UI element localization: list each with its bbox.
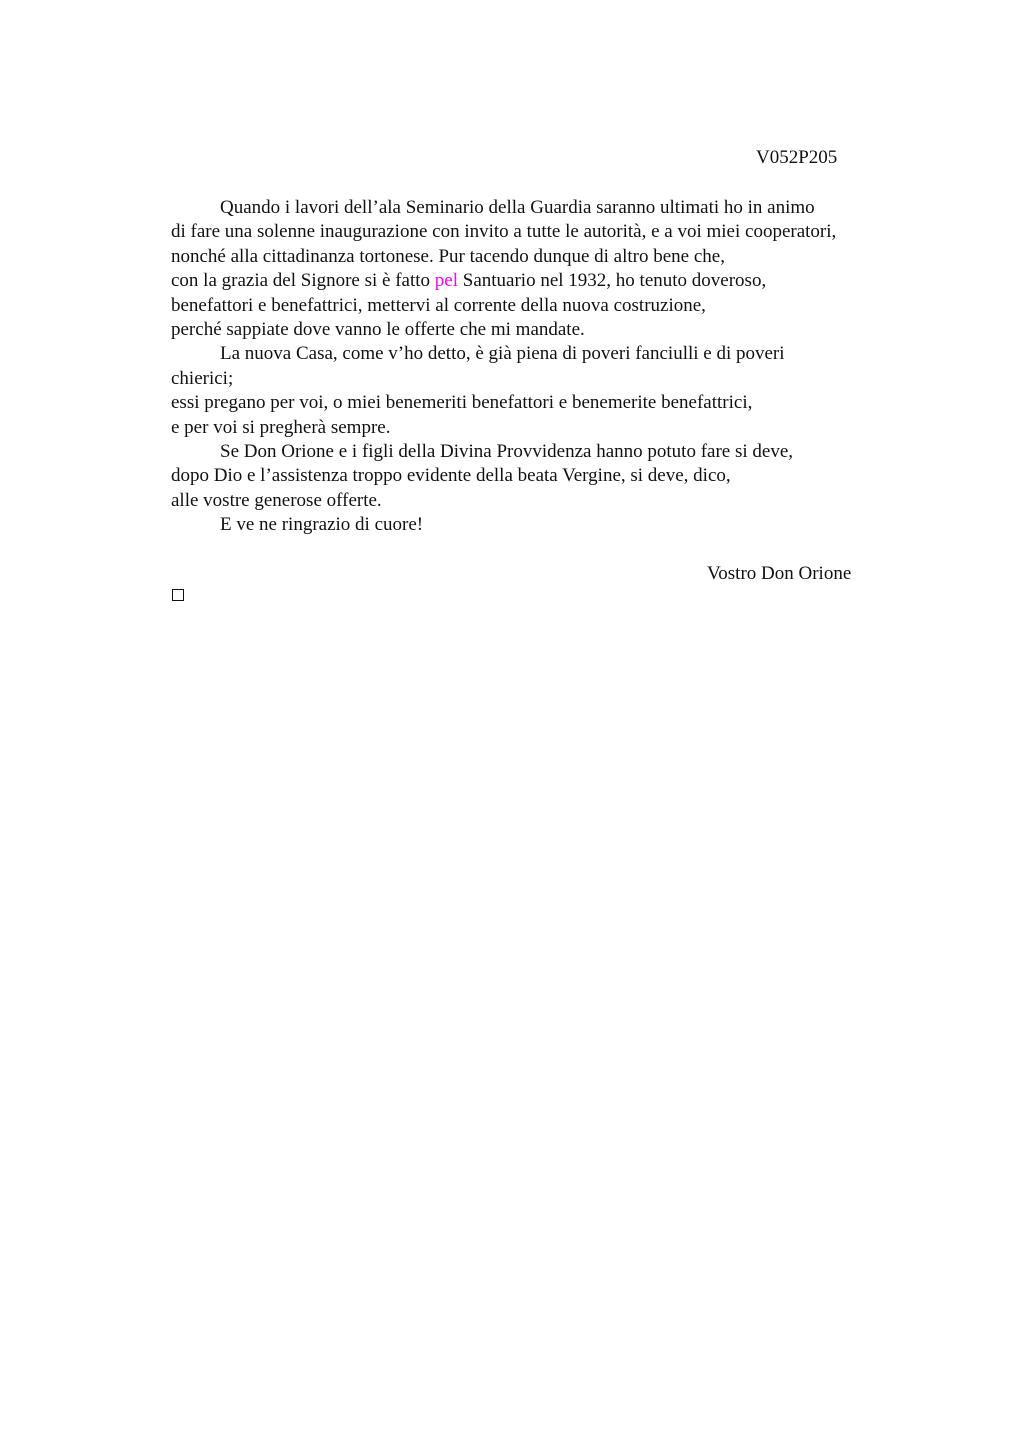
line-4-text-after: Santuario nel 1932, ho tenuto doveroso, — [458, 270, 767, 292]
paragraph-2-line-1: La nuova Casa, come v’ho detto, è già piena di poveri fanciulli e di poveri — [220, 343, 785, 365]
highlighted-word: pel — [434, 270, 459, 292]
line-4-text-before: con la grazia del Signore si è fatto — [171, 270, 435, 292]
paragraph-2-line-4: e per voi si pregherà sempre. — [171, 416, 391, 438]
paragraph-1-line-2: di fare una solenne inaugurazione con invito a tutte le autorità, e a voi miei cooperatori, — [171, 221, 837, 243]
paragraph-2-line-3: essi pregano per voi, o miei benemeriti benefattori e benemerite benefattrici, — [171, 392, 753, 414]
paragraph-1-line-6: perché sappiate dove vanno le offerte che mi mandate. — [171, 318, 585, 340]
paragraph-4-line-1: E ve ne ringrazio di cuore! — [220, 514, 424, 536]
paragraph-3-line-2: dopo Dio e l’assistenza troppo evidente della beata Vergine, si deve, dico, — [171, 465, 731, 487]
paragraph-3-line-1: Se Don Orione e i figli della Divina Provvidenza hanno potuto fare si deve, — [220, 440, 794, 462]
page-id: V052P205 — [756, 147, 838, 168]
paragraph-3-line-3: alle vostre generose offerte. — [171, 489, 382, 511]
paragraph-1-line-5: benefattori e benefattrici, mettervi al corrente della nuova costruzione, — [171, 294, 706, 316]
paragraph-1-line-3: nonché alla cittadinanza tortonese. Pur tacendo dunque di altro bene che, — [171, 245, 725, 267]
paragraph-2-line-2: chierici; — [171, 367, 234, 389]
paragraph-1-line-1: Quando i lavori dell’ala Seminario della Guardia saranno ultimati ho in animo — [220, 197, 815, 218]
signature: Vostro Don Orione — [707, 563, 852, 584]
letter-body — [171, 196, 911, 537]
paragraph-1-line-4 — [171, 269, 911, 293]
square-outline-icon — [172, 589, 184, 601]
